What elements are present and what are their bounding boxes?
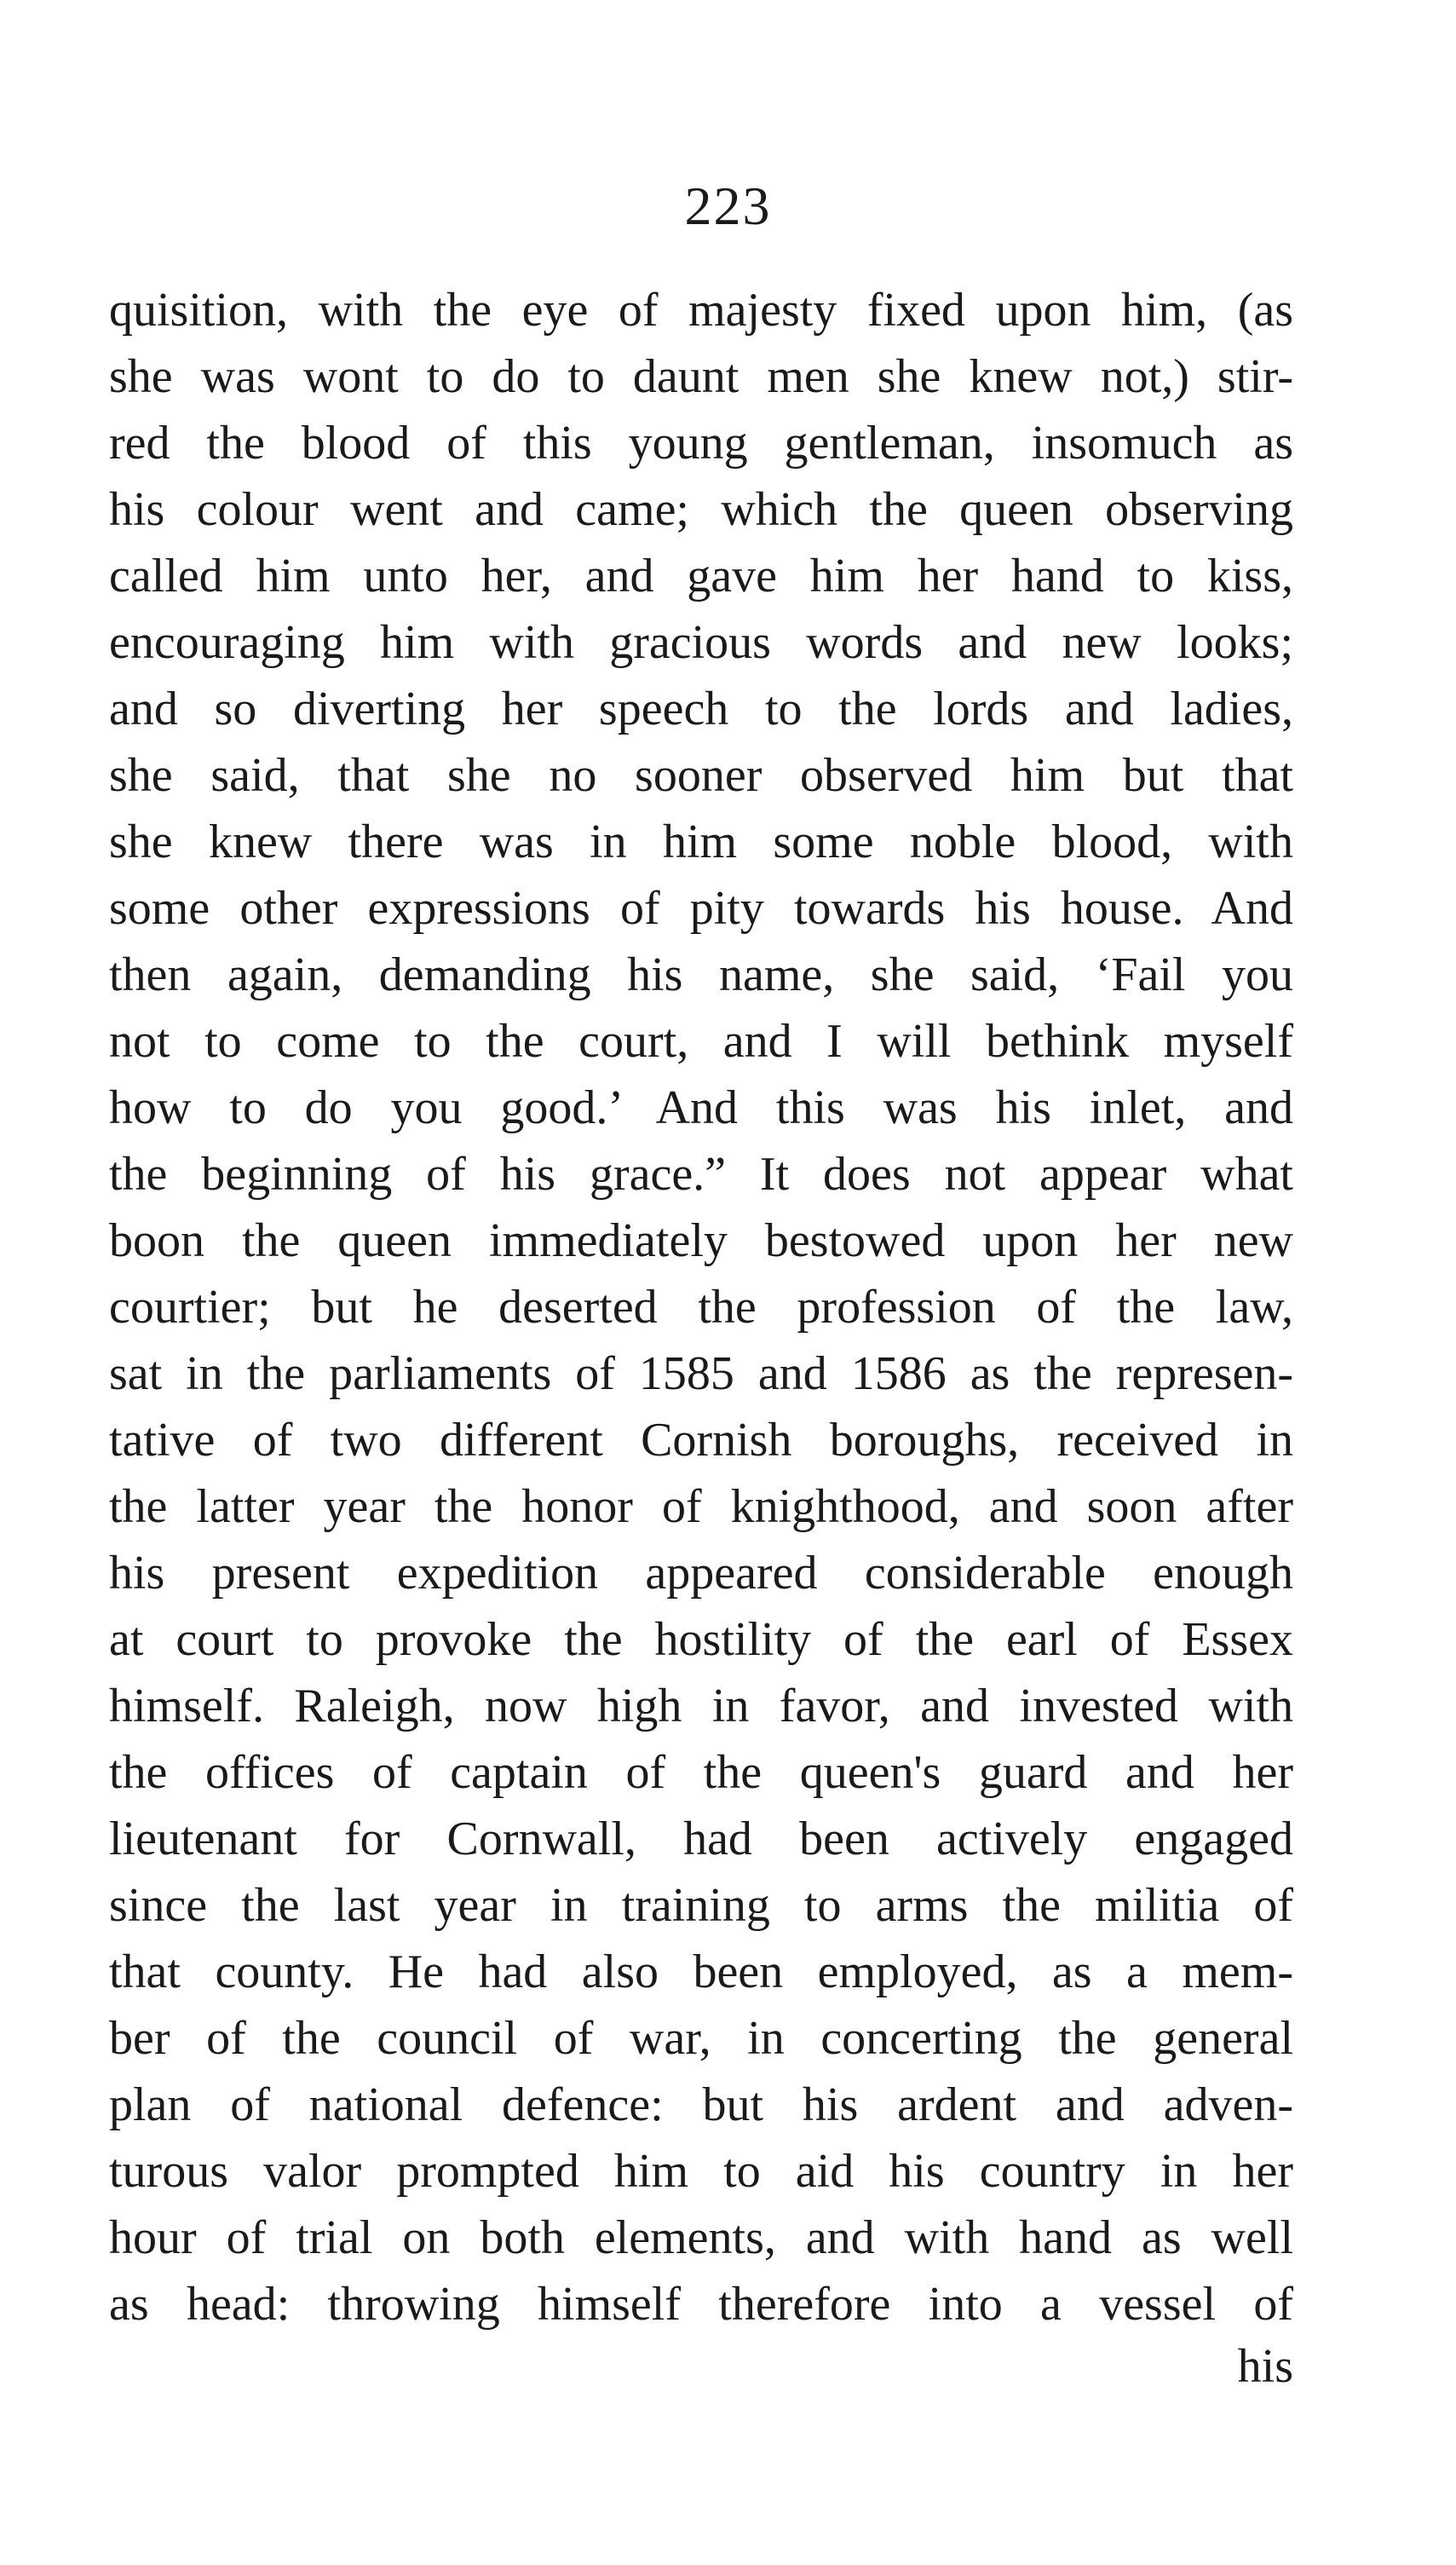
text-line: and so diverting her speech to the lords and ladies, — [109, 683, 1293, 735]
text-line: the beginning of his grace.” It does not appear what — [109, 1148, 1293, 1201]
text-line: the offices of captain of the queen's guard and her — [109, 1746, 1293, 1799]
text-line: sat in the parliaments of 1585 and 1586 as the represen- — [109, 1347, 1293, 1400]
text-line: at court to provoke the hostility of the earl of Essex — [109, 1613, 1293, 1666]
page-number: 223 — [684, 176, 772, 236]
text-line: called him unto her, and gave him her hand to kiss, — [109, 550, 1293, 602]
text-line: that county. He had also been employed, as a mem- — [109, 1945, 1293, 1998]
catchword: his — [1237, 2340, 1293, 2393]
text-line: she knew there was in him some noble blood, with — [109, 816, 1293, 868]
text-line: since the last year in training to arms the militia of — [109, 1879, 1293, 1932]
text-line: himself. Raleigh, now high in favor, and invested with — [109, 1680, 1293, 1732]
text-line: plan of national defence: but his ardent and adven- — [109, 2078, 1293, 2131]
text-line: red the blood of this young gentleman, insomuch as — [109, 417, 1293, 470]
text-line: hour of trial on both elements, and with hand as well — [109, 2211, 1293, 2264]
text-line: tative of two different Cornish boroughs, received in — [109, 1414, 1293, 1467]
text-line: boon the queen immediately bestowed upon her new — [109, 1214, 1293, 1267]
text-line: the latter year the honor of knighthood, and soon after — [109, 1480, 1293, 1533]
text-line: as head: throwing himself therefore into a vessel of — [109, 2278, 1293, 2331]
text-line: how to do you good.’ And this was his inlet, and — [109, 1081, 1293, 1134]
text-line: lieutenant for Cornwall, had been actively engaged — [109, 1813, 1293, 1865]
text-line: encouraging him with gracious words and new looks; — [109, 616, 1293, 669]
text-line: his present expedition appeared considerable enough — [109, 1547, 1293, 1600]
text-line: she said, that she no sooner observed him but that — [109, 749, 1293, 802]
text-line: not to come to the court, and I will bethink myself — [109, 1015, 1293, 1068]
text-line: turous valor prompted him to aid his country in her — [109, 2145, 1293, 2198]
text-line: quisition, with the eye of majesty fixed upon him, (as — [109, 284, 1293, 337]
text-line: she was wont to do to daunt men she knew not,) stir- — [109, 350, 1293, 403]
body-text — [109, 277, 1293, 2337]
text-line: courtier; but he deserted the profession of the law, — [109, 1281, 1293, 1334]
text-line: his colour went and came; which the queen observing — [109, 483, 1293, 536]
text-line: ber of the council of war, in concerting the general — [109, 2012, 1293, 2065]
text-line: then again, demanding his name, she said, ‘Fail you — [109, 948, 1293, 1001]
text-line: some other expressions of pity towards his house. And — [109, 882, 1293, 935]
